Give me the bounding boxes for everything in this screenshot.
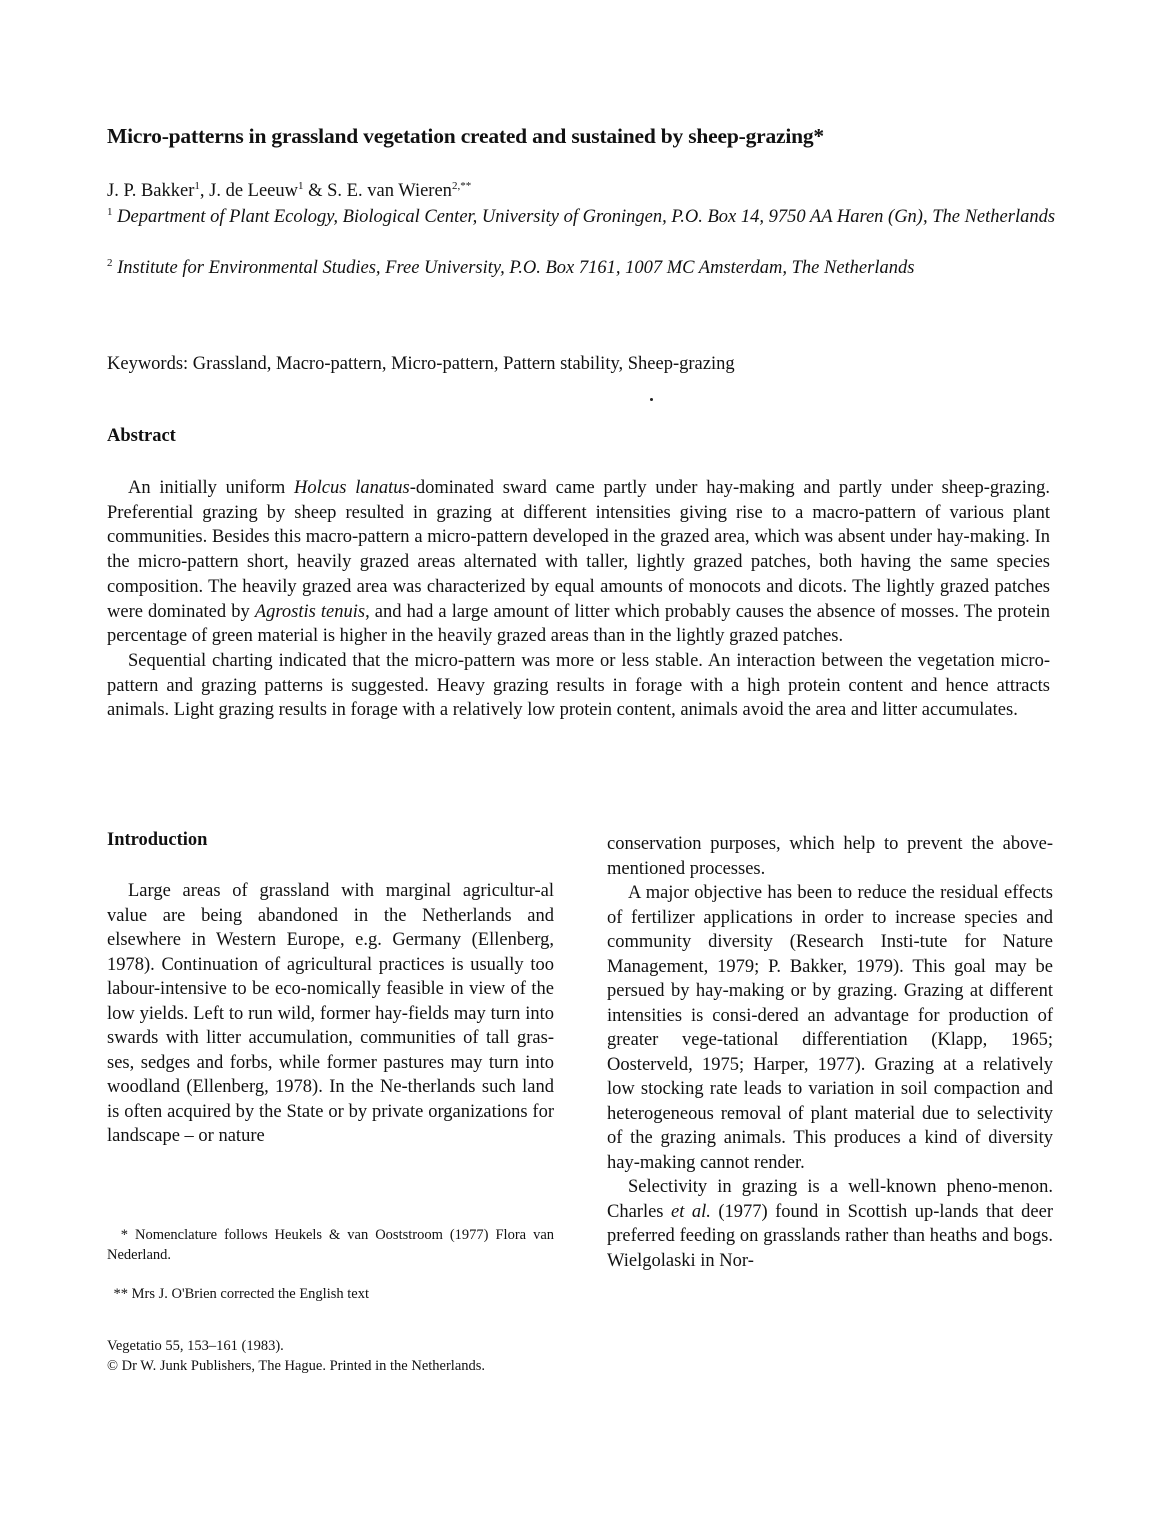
footnote-2: ** Mrs J. O'Brien corrected the English text — [113, 1286, 369, 1302]
intro-paragraph-1: Large areas of grassland with marginal agricultur-al value are being abandoned in the Netherlands and elsewhere in Western Europe, e.g. Germany (Ellenberg, 1978). Continuation of agricultural practices is usually too labour-intensive to be eco-nomically feasible in view of the low yields. Left to run wild, former hay-fields may turn into swards with litter accumulation, communities of tall gras-ses, sedges and forbs, while former pastures may turn into woodland (Ellenberg, 1978). In the Ne-therlands such land is often acquired by the State or by private organizations for landscape – or nature — [107, 881, 554, 1146]
author-de-leeuw-affil: 1 — [298, 180, 304, 192]
affiliation-2: $^2$ Institute for Environmental Studies, Free University, P.O. Box 7161, 1007 MC Amsterdam, The Netherlands — [107, 257, 915, 279]
author-bakker-affil: 1 — [194, 180, 200, 192]
author-van-wieren: S. E. van Wieren — [327, 181, 452, 202]
copyright-notice: © Dr W. Junk Publishers, The Hague. Printed in the Netherlands. — [107, 1358, 486, 1374]
intro-paragraph-2: A major objective has been to reduce the residual effects of fertilizer applications in order to increase species and community diversity (Research Insti-tute for Nature Management, 1979; P. Bakker, 1979). This goal may be persued by hay-making or by grazing. Grazing at different intensities is consi-dered an advantage for production of greater vege-tational differentiation (Klapp, 1965; Oosterveld, 1975; Harper, 1977). Grazing at a relatively low stocking rate leads to variation in soil compaction and heterogeneous removal of plant material due to selectivity of the grazing animals. This produces a kind of diversity hay-making cannot render. — [607, 883, 1053, 1173]
abstract-heading: Abstract — [107, 426, 176, 446]
keywords: Keywords: Grassland, Macro-pattern, Micro-pattern, Pattern stability, Sheep-grazing — [107, 354, 735, 374]
stray-dot — [650, 398, 653, 401]
author-de-leeuw: J. de Leeuw — [209, 181, 298, 202]
abstract-body — [107, 476, 1050, 723]
intro-paragraph-1-continued: conservation purposes, which help to prevent the above-mentioned processes. — [607, 834, 1053, 879]
journal-info — [107, 1336, 707, 1376]
abstract-paragraph-2: Sequential charting indicated that the micro-pattern was more or less stable. An interaction between the vegetation micro-pattern and grazing patterns is suggested. Heavy grazing results in forage with a high protein content and hence attracts animals. Light grazing results in forage with a relatively low protein content, animals avoid the area and litter accumulates. — [107, 650, 1050, 721]
intro-paragraph-3: Selectivity in grazing is a well-known pheno-menon. Charles et al. (1977) found in Scottish up-lands that deer preferred feeding on grasslands rather than heaths and bogs. Wielgolaski in Nor- — [607, 1177, 1054, 1271]
introduction-heading: Introduction — [107, 830, 208, 850]
paper-title: Micro-patterns in grassland vegetation created and sustained by sheep-grazing* — [107, 124, 824, 148]
author-list: J. P. Bakker$^1$, J. de Leeuw$^1$ & S. E. van Wieren$^{2,**}$ — [107, 180, 472, 202]
author-bakker: J. P. Bakker — [107, 181, 195, 202]
footnote-1: * Nomenclature follows Heukels & van Ooststroom (1977) Flora van Nederland. — [107, 1227, 555, 1263]
right-column — [607, 832, 1053, 1273]
abstract-paragraph-1: An initially uniform Holcus lanatus-dominated sward came partly under hay-making and partly under sheep-grazing. Preferential grazing by sheep resulted in grazing at different intensities giving rise to a macro-pattern of various plant communities. Besides this macro-pattern a micro-pattern developed in the grazed area, which was absent under hay-making. In the micro-pattern short, heavily grazed areas alternated with taller, lightly grazed patches, both having the same species composition. The heavily grazed area was characterized by equal amounts of monocots and dicots. The lightly grazed patches were dominated by Agrostis tenuis, and had a large amount of litter which probably causes the absence of mosses. The protein percentage of green material is higher in the heavily grazed areas than in the lightly grazed patches. — [107, 478, 1050, 647]
journal-citation: Vegetatio 55, 153–161 (1983). — [107, 1338, 284, 1354]
left-column — [107, 879, 554, 1149]
author-van-wieren-affil: 2,** — [451, 180, 472, 192]
affiliation-1: $^1$ Department of Plant Ecology, Biological Center, University of Groningen, P.O. Box 14, 9750 AA Haren (Gn), The Netherlands — [107, 206, 1056, 228]
